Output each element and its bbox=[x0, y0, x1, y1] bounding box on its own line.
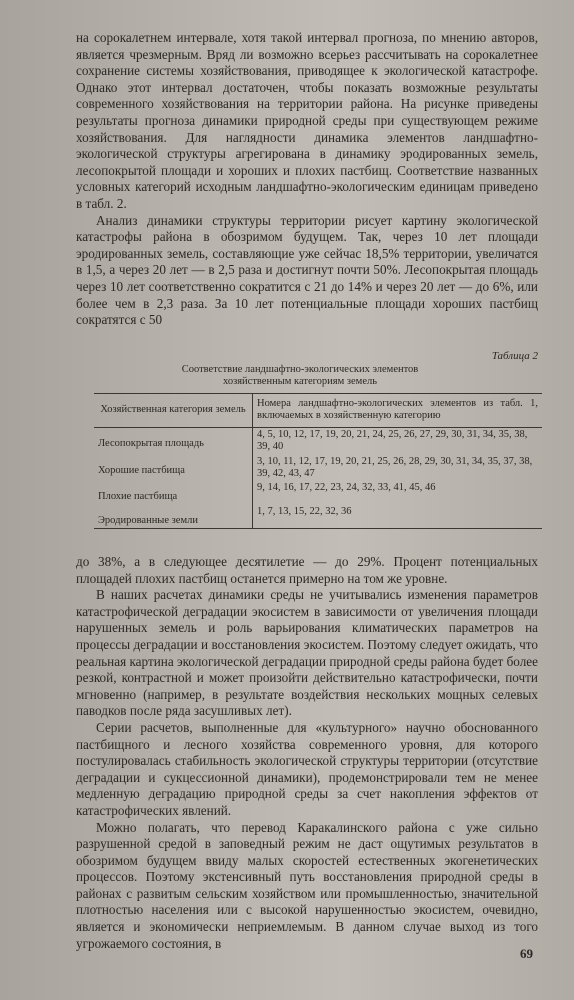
paragraph-final: Можно полагать, что перевод Каракалинского района с уже сильно разрушенной средой в заповедный режим не даст ощутимых результатов в обозримом будущем ввиду малых скоростей естественных экогенетических процессов. Поэтому экстенсивный путь восстановления природной среды в районах с развитым сельским хозяйством или промышленностью, значительной плотностью населения или с высокой нарушенностью экосистем, очевидно, является и экономически неприемлемым. В данном случае выход из того угрожаемого состояния, в bbox=[76, 819, 538, 951]
paragraph-series: Серии расчетов, выполненные для «культурного» научно обоснованного пастбищного и лесного хозяйства современного уровня, для которого постулировалась стабильность экологической структуры территории (отсутствие деградации и сукцессионной динамики), продемонстрировали тем не менее медленную деградацию природной среды за счет накопления эффектов от катастрофических явлений. bbox=[76, 719, 538, 818]
table-row bbox=[94, 427, 542, 454]
land-category-table bbox=[94, 393, 542, 529]
table-title bbox=[110, 364, 490, 388]
table-cell-numbers: 3, 10, 11, 12, 17, 19, 20, 21, 25, 26, 28, 29, 30, 31, 34, 35, 37, 38, 39, 42, 43, 47 bbox=[257, 455, 533, 480]
table-cell-category: Хорошие пастбища bbox=[94, 455, 253, 482]
table-cell-numbers: 9, 14, 16, 17, 22, 23, 24, 32, 33, 41, 45, 46 bbox=[257, 482, 436, 494]
text-block-bottom bbox=[76, 554, 538, 952]
paragraph-analysis: Анализ динамики структуры территории рисует картину экологической катастрофы района в обозримом будущем. Так, через 10 лет площади эродированных земель, составляющие уже сейчас 18,5% территории, увеличатся в 1,5, а через 20 лет — в 2,5 раза и достигнут почти 50%. Лесопокрытая площадь через 10 лет соответственно сократится с 21 до 14% и через 20 лет — до 6%, или более чем в 2,3 раза. За 10 лет потенциальные площади хороших пастбищ сократятся с 50 bbox=[76, 212, 538, 328]
table-header-category: Хозяйственная категория земель bbox=[94, 394, 253, 428]
table-cell-category: Эродированные земли bbox=[94, 505, 253, 529]
paragraph-calculations: В наших расчетах динамики среды не учитывались изменения параметров катастрофической деградации экосистем в зависимости от увеличения площади нарушенных земель и роль варьирования климатических параметров на процессы деградации и восстановления экосистем. Поэтому следует ожидать, что реальная картина экологической деградации природной среды района будет более резкой, контрастной и может произойти действительно катастрофически, почти мгновенно (например, в результате воздействия нескольких мощных селевых паводков после ряда засушливых лет). bbox=[76, 587, 538, 719]
table-title-line2: хозяйственным категориям земель bbox=[222, 376, 378, 387]
table-header-row bbox=[94, 394, 542, 428]
table-row bbox=[94, 455, 542, 482]
table-cell-category: Лесопокрытая площадь bbox=[94, 427, 253, 454]
paragraph-intro: на сорокалетнем интервале, хотя такой интервал прогноза, по мнению авторов, является чрезмерным. Вряд ли возможно всерьез рассчитывать на сорокалетнее сохранение системы хозяйствования, приводящее к экологической катастрофе. Однако этот интервал достаточен, чтобы показать возможные результаты современного хозяйствования на территории района. На рисунке приведены результаты прогноза динамики природной среды при существующем режиме хозяйствования. Для наглядности динамика элементов ландшафтно-экологической структуры агрегирована в динамику эродированных земель, лесопокрытой площади и хороших и плохих пастбищ. Соответствие названных условных категорий исходным ландшафтно-экологическим единицам приведено в табл. 2. bbox=[76, 30, 538, 211]
text-block-top bbox=[76, 30, 538, 329]
page-number: 69 bbox=[520, 946, 533, 961]
table-title-line1: Соответствие ландшафтно-экологических элементов bbox=[181, 364, 419, 375]
paragraph-after-table: до 38%, а в следующее десятилетие — до 29%. Процент потенциальных площадей плохих пастбищ останется примерно на том же уровне. bbox=[76, 554, 538, 586]
table-cell-numbers: 4, 5, 10, 12, 17, 19, 20, 21, 24, 25, 26, 27, 29, 30, 31, 34, 35, 38, 39, 40 bbox=[257, 428, 528, 453]
table-label: Таблица 2 bbox=[491, 350, 538, 362]
table-cell-numbers: 1, 7, 13, 15, 22, 32, 36 bbox=[253, 505, 543, 529]
table-row bbox=[94, 505, 542, 529]
table-header-numbers: Номера ландшафтно-экологических элементов из табл. 1, включаемых в хозяйственную категорию bbox=[253, 394, 543, 428]
table-row bbox=[94, 481, 542, 504]
table-cell-category: Плохие пастбища bbox=[94, 481, 253, 504]
